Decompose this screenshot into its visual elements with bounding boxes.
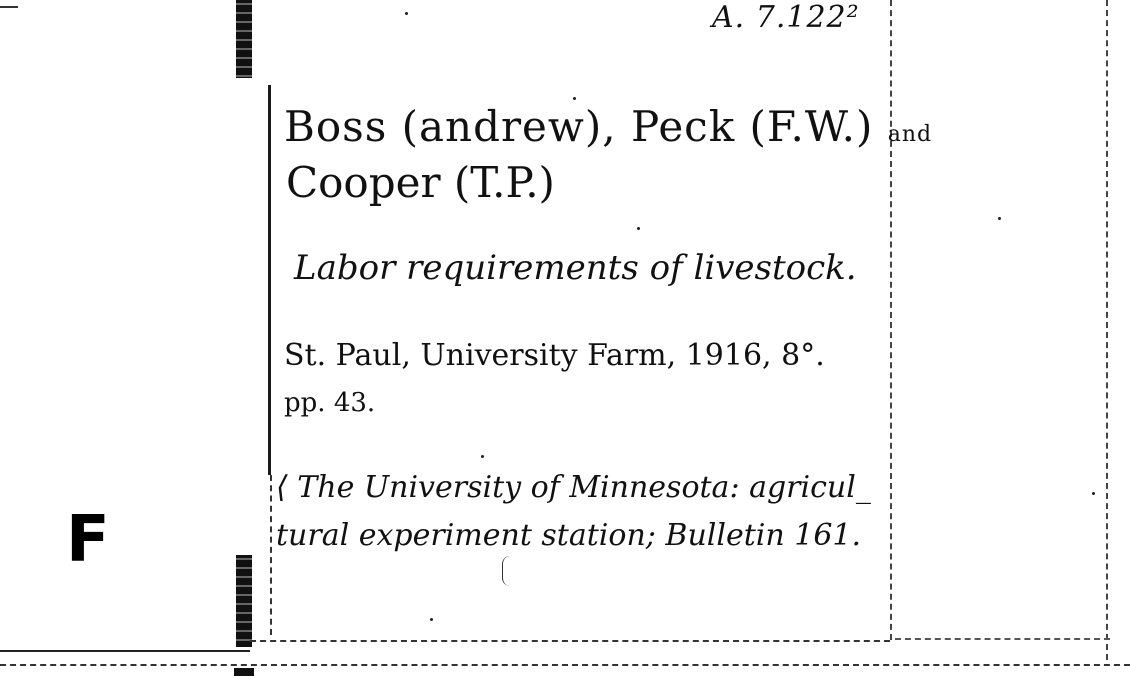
authors-line-2: Cooper (T.P.) xyxy=(286,158,555,207)
card-left-edge-dashed xyxy=(270,475,272,635)
page-bottom-rule xyxy=(0,664,1130,666)
speck xyxy=(430,618,433,621)
series-note-line-1: ⟨ The University of Minnesota: agricul_ xyxy=(276,470,871,505)
call-number: A. 7.122² xyxy=(712,0,860,35)
card-right-edge xyxy=(890,0,892,640)
binding-strip-base xyxy=(234,668,254,676)
series-note-line-2: tural experiment station; Bulletin 161. xyxy=(276,518,862,553)
binding-strip-top xyxy=(236,0,252,78)
margin-bottom-rule xyxy=(0,650,250,652)
speck xyxy=(573,97,576,100)
speck xyxy=(998,217,1001,220)
right-bottom-rule xyxy=(895,638,1110,640)
imprint-line-1: St. Paul, University Farm, 1916, 8°. xyxy=(284,338,825,373)
section-letter: F xyxy=(66,503,110,577)
card-bottom-edge xyxy=(250,640,890,642)
outer-right-edge xyxy=(1106,0,1108,660)
speck xyxy=(1092,492,1095,495)
speck xyxy=(637,227,640,230)
binding-strip-bottom xyxy=(236,555,252,647)
stray-pen-mark xyxy=(502,556,513,586)
speck xyxy=(405,12,408,15)
corner-mark xyxy=(0,0,18,8)
work-title: Labor requirements of livestock. xyxy=(294,248,857,288)
authors-names: Boss (andrew), Peck (F.W.) xyxy=(284,102,874,151)
card-left-edge xyxy=(268,85,271,475)
authors-line-1 xyxy=(284,102,932,151)
imprint-line-2: pp. 43. xyxy=(284,388,376,418)
speck xyxy=(481,455,484,458)
authors-and: and xyxy=(887,122,933,147)
